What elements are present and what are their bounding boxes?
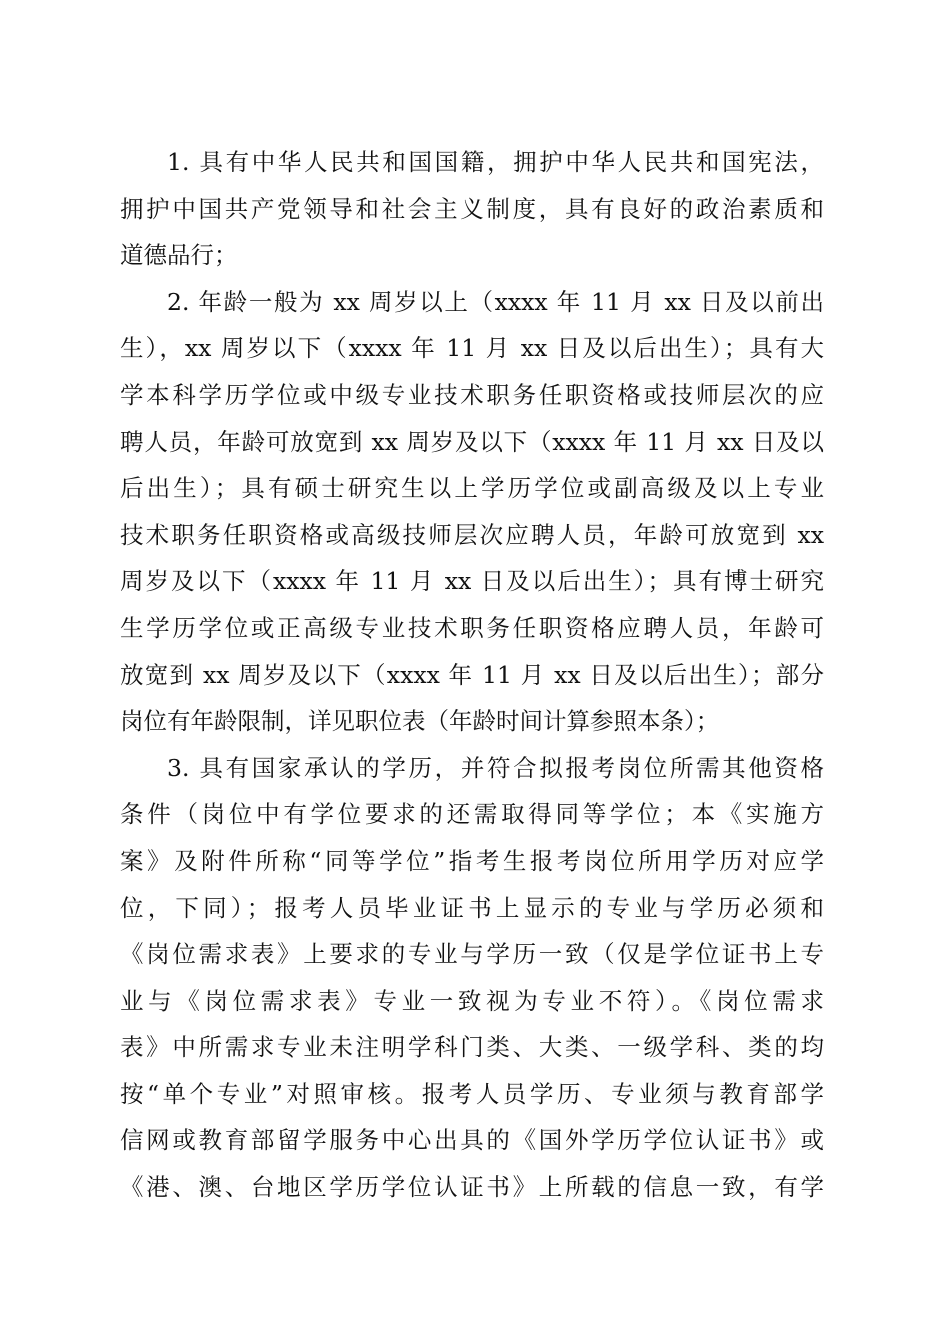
text-line: 学本科学历学位或中级专业技术职务任职资格或技师层次的应 [120, 380, 824, 409]
text-line: 案》及附件所称“同等学位”指考生报考岗位所用学历对应学 [120, 846, 824, 875]
text-line: 2. 年龄一般为 xx 周岁以上（xxxx 年 11 月 xx 日及以前出 [167, 287, 824, 316]
text-line: 技术职务任职资格或高级技师层次应聘人员，年龄可放宽到 xx [120, 520, 824, 549]
text-line: 后出生）；具有硕士研究生以上学历学位或副高级及以上专业 [120, 474, 824, 503]
text-line: 业与《岗位需求表》专业一致视为专业不符）。《岗位需求 [120, 986, 824, 1015]
text-line: 周岁及以下（xxxx 年 11 月 xx 日及以后出生）；具有博士研究 [120, 567, 824, 596]
text-line: 道德品行； [120, 241, 238, 270]
text-line: 拥护中国共产党领导和社会主义制度，具有良好的政治素质和 [120, 194, 824, 223]
text-line: 按“单个专业”对照审核。报考人员学历、专业须与教育部学 [120, 1079, 824, 1108]
text-line: 生学历学位或正高级专业技术职务任职资格应聘人员，年龄可 [120, 613, 824, 642]
text-line: 条件（岗位中有学位要求的还需取得同等学位；本《实施方 [120, 800, 824, 829]
text-line: 3. 具有国家承认的学历，并符合拟报考岗位所需其他资格 [167, 753, 824, 782]
text-line: 岗位有年龄限制，详见职位表（年龄时间计算参照本条）； [120, 707, 720, 736]
text-line: 信网或教育部留学服务中心出具的《国外学历学位认证书》或 [120, 1126, 824, 1155]
document-body [120, 139, 824, 1211]
text-line: 《岗位需求表》上要求的专业与学历一致（仅是学位证书上专 [120, 940, 824, 969]
text-line: 表》中所需求专业未注明学科门类、大类、一级学科、类的均 [120, 1033, 824, 1062]
text-line: 聘人员，年龄可放宽到 xx 周岁及以下（xxxx 年 11 月 xx 日及以 [120, 427, 824, 456]
text-line: 放宽到 xx 周岁及以下（xxxx 年 11 月 xx 日及以后出生）；部分 [120, 660, 824, 689]
text-line: 1. 具有中华人民共和国国籍，拥护中华人民共和国宪法， [167, 148, 824, 176]
text-line: 《港、澳、台地区学历学位认证书》上所载的信息一致，有学 [120, 1173, 824, 1202]
text-line: 位，下同）；报考人员毕业证书上显示的专业与学历必须和 [120, 893, 824, 922]
text-line: 生），xx 周岁以下（xxxx 年 11 月 xx 日及以后出生）；具有大 [120, 334, 824, 363]
